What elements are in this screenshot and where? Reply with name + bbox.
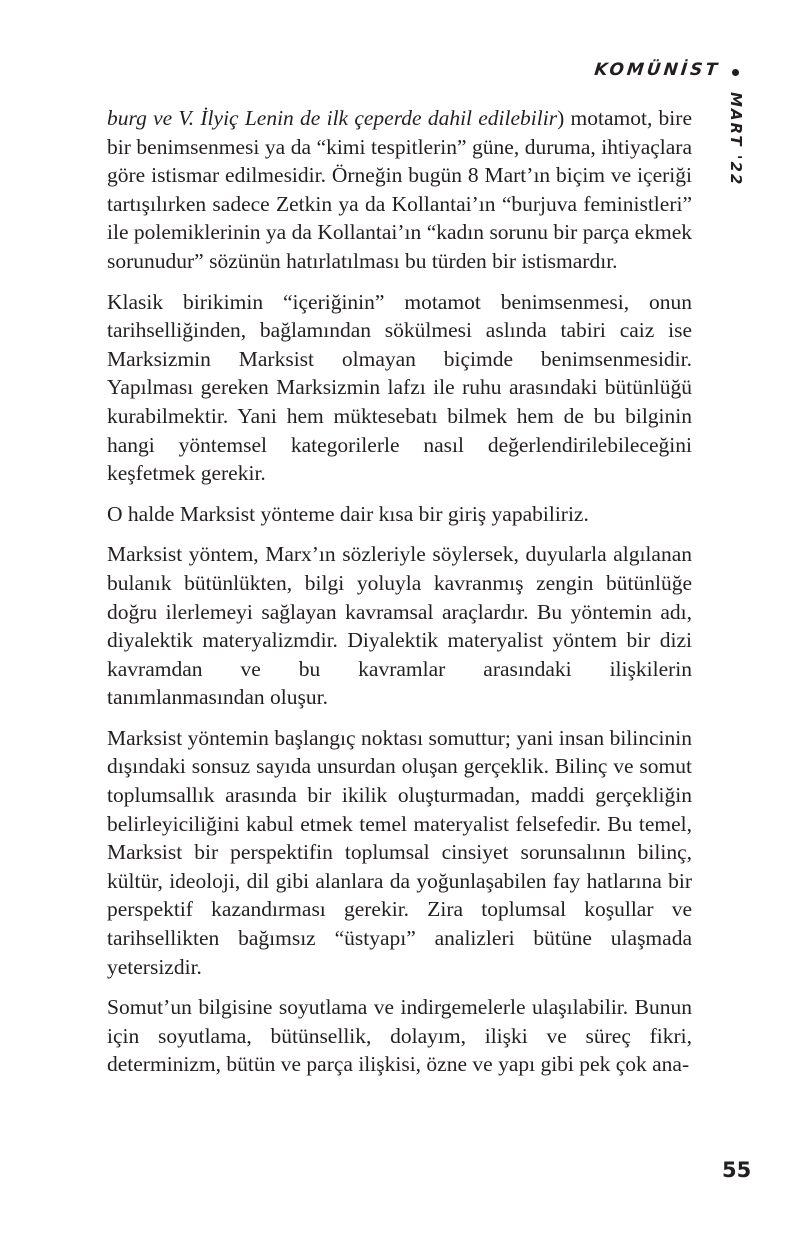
paragraph-1 xyxy=(107,104,692,276)
paragraph-3: O halde Marksist yönteme dair kısa bir giriş yapabiliriz. xyxy=(107,501,589,526)
paragraph-4: Marksist yöntem, Marx’ın sözleriyle söylersek, duyularla algılanan bulanık bütünlükten, bilgi yoluyla kavranmış zengin bütünlüğe doğru ilerlemeyi sağlayan kavramsal araçlardır. Bu yöntemin adı, diyalektik materyalizmdir. Diyalektik materyalist yöntem bir dizi kavramdan ve bu kavramlar arasındaki ilişkilerin tanımlanmasından oluşur. xyxy=(107,542,692,710)
issue-date: MART '22 xyxy=(727,92,745,187)
bullet-separator-icon xyxy=(732,69,739,76)
paragraph-6: Somut’un bilgisine soyutlama ve indirgemelerle ulaşılabilir. Bunun için soyutlama, bütünsellik, dolayım, ilişki ve süreç fikri, determinizm, bütün ve parça ilişkisi, özne ve yapı gibi pek çok ana- xyxy=(107,995,692,1077)
article-body xyxy=(107,104,692,1091)
paragraph-2: Klasik birikimin “içeriğinin” motamot benimsenmesi, onun tarihselliğinden, bağlamından sökülmesi aslında tabiri caiz ise Marksizmin Marksist olmayan biçimde benimsenmesidir. Yapılması gereken Marksizmin lafzı ile ruhu arasındaki bütünlüğü kurabilmektir. Yani hem müktesebatı bilmek hem de bu bilginin hangi yöntemsel kategorilerle nasıl değerlendirilebileceğini keşfetmek gerekir. xyxy=(107,289,692,486)
publication-title: KOMÜNİST xyxy=(593,60,722,80)
italic-lead: burg ve V. İlyiç Lenin de ilk çeperde dahil edilebilir xyxy=(107,106,558,130)
page-number: 55 xyxy=(722,1158,752,1182)
paragraph-text: ) motamot, bire bir benimsenmesi ya da “kimi tespitlerin” güne, duruma, ihtiyaçlara göre istismar edilmesidir. Örneğin bugün 8 Mart’ın biçim ve içeriği tartışılırken sadece Zetkin ya da Kollantai’ın “burjuva feministleri” ile polemiklerinin ya da Kollantai’ın “kadın sorunu bir parça ekmek sorunudur” sözünün hatırlatılması bu türden bir istismardır. xyxy=(107,106,692,273)
paragraph-5: Marksist yöntemin başlangıç noktası somuttur; yani insan bilincinin dışındaki sonsuz sayıda unsurdan oluşan gerçeklik. Bilinç ve somut toplumsallık arasında bir ikilik oluşturmadan, maddi gerçekliğin belirleyiciliğini kabul etmek temel materyalist felsefedir. Bu temel, Marksist bir perspektifin toplumsal cinsiyet sorunsalının bilinç, kültür, ideoloji, dil gibi alanlara da yoğunlaşabilen fay hatlarına bir perspektif kazandırması gerekir. Zira toplumsal koşullar ve tarihsellikten bağımsız “üstyapı” analizleri bütüne ulaşmada yetersizdir. xyxy=(107,725,692,979)
